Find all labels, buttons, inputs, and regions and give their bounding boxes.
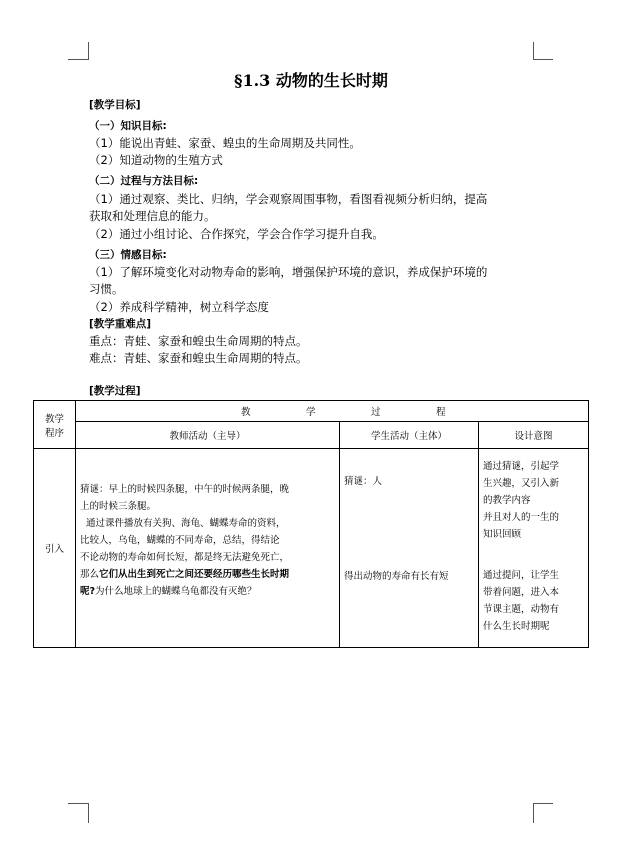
crop-mark-top-right-v bbox=[533, 42, 534, 60]
crop-mark-bottom-right-v bbox=[533, 803, 534, 823]
crop-mark-top-left-v bbox=[88, 42, 89, 60]
teacher-line-1: 猜谜：早上的时候四条腿，中午的时候两条腿，晚 bbox=[80, 484, 290, 495]
header-process-char-4: 程 bbox=[436, 407, 446, 418]
header-process bbox=[76, 401, 589, 422]
teacher-line-3: 通过课件播放有关狗、海龟、蝴蝶寿命的资料， bbox=[80, 518, 286, 529]
crop-mark-top-left-h bbox=[68, 59, 88, 60]
row-design-cell bbox=[479, 449, 589, 648]
row-teacher-cell bbox=[76, 449, 340, 648]
design-top-line-4: 并且对人的一生的 bbox=[483, 512, 560, 523]
emotion-item-1-cont: 习惯。 bbox=[89, 282, 124, 296]
design-bottom-line-4: 什么生长时期呢 bbox=[483, 621, 550, 632]
knowledge-item-2: （2）知道动物的生殖方式 bbox=[89, 153, 223, 167]
header-program bbox=[34, 401, 76, 449]
header-process-char-1: 教 bbox=[241, 407, 251, 418]
teacher-question-bold: 它们从出生到死亡之间还要经历哪些生长时期 bbox=[99, 569, 290, 580]
design-bottom-line-3: 节课主题，动物有 bbox=[483, 604, 560, 615]
header-design-intent: 设计意图 bbox=[479, 422, 589, 449]
process-item-1-cont: 获取和处理信息的能力。 bbox=[89, 209, 216, 223]
teacher-question-line-1 bbox=[80, 566, 335, 583]
row-student-cell bbox=[340, 449, 479, 648]
keypoints-difficulty: 难点：青蛙、家蚕和蝗虫生命周期的特点。 bbox=[89, 351, 308, 365]
crop-mark-bottom-left-v bbox=[88, 803, 89, 823]
design-bottom-line-2: 带着问题，进入本 bbox=[483, 587, 560, 598]
teacher-question-prefix: 那么 bbox=[80, 569, 100, 580]
teacher-question-rest: 为什么地球上的蝴蝶乌龟都没有灭绝？ bbox=[95, 586, 257, 597]
teacher-question-bold-end: 呢? bbox=[80, 586, 96, 597]
process-section-header: [教学过程] bbox=[89, 385, 141, 397]
student-line-2: 得出动物的寿命有长有短 bbox=[344, 571, 449, 582]
teacher-question-line-2 bbox=[80, 583, 335, 600]
process-heading: （二）过程与方法目标: bbox=[89, 175, 199, 187]
design-top-line-1: 通过猜谜，引起学 bbox=[483, 461, 560, 472]
row-program-cell: 引入 bbox=[34, 449, 76, 648]
student-line-1: 猜谜：人 bbox=[344, 476, 383, 487]
emotion-heading: （三）情感目标: bbox=[89, 249, 167, 261]
page-title: §1.3 动物的生长时期 bbox=[234, 71, 388, 90]
emotion-item-1: （1）了解环境变化对动物寿命的影响，增强保护环境的意识，养成保护环境的 bbox=[89, 265, 488, 279]
emotion-item-2: （2）养成科学精神，树立科学态度 bbox=[89, 300, 269, 314]
header-program-line-2: 程序 bbox=[44, 427, 64, 439]
knowledge-item-1: （1）能说出青蛙、家蚕、蝗虫的生命周期及共同性。 bbox=[89, 136, 361, 150]
crop-mark-bottom-left-h bbox=[68, 803, 88, 804]
header-student-activity: 学生活动（主体） bbox=[340, 422, 479, 449]
knowledge-heading: （一）知识目标: bbox=[89, 120, 167, 132]
keypoints-header: [教学重难点] bbox=[89, 318, 152, 330]
header-process-char-3: 过 bbox=[371, 407, 381, 418]
crop-mark-top-right-h bbox=[533, 59, 553, 60]
teacher-line-2: 上的时候三条腿。 bbox=[80, 501, 157, 512]
keypoints-focus: 重点：青蛙、家蚕和蝗虫生命周期的特点。 bbox=[89, 334, 308, 348]
design-top-line-5: 知识回顾 bbox=[483, 529, 522, 540]
process-item-1: （1）通过观察、类比、归纳，学会观察周围事物，看图看视频分析归纳，提高 bbox=[89, 192, 488, 206]
process-item-2: （2）通过小组讨论、合作探究，学会合作学习提升自我。 bbox=[89, 227, 384, 241]
crop-mark-bottom-right-h bbox=[533, 803, 553, 804]
header-process-char-2: 学 bbox=[306, 407, 316, 418]
design-bottom-line-1: 通过提问，让学生 bbox=[483, 570, 560, 581]
teacher-line-4: 比较人，乌龟，蝴蝶的不同寿命，总结，得结论 bbox=[80, 535, 280, 546]
design-top-line-2: 生兴趣，又引入新 bbox=[483, 478, 560, 489]
header-teacher-activity: 教师活动（主导） bbox=[76, 422, 340, 449]
teacher-line-5: 不论动物的寿命如何长短，都是终无法避免死亡， bbox=[80, 552, 290, 563]
header-program-line-1: 教学 bbox=[44, 413, 64, 425]
objectives-header: [教学目标] bbox=[89, 99, 141, 111]
teaching-process-table bbox=[33, 400, 589, 648]
design-top-line-3: 的教学内容 bbox=[483, 495, 531, 506]
